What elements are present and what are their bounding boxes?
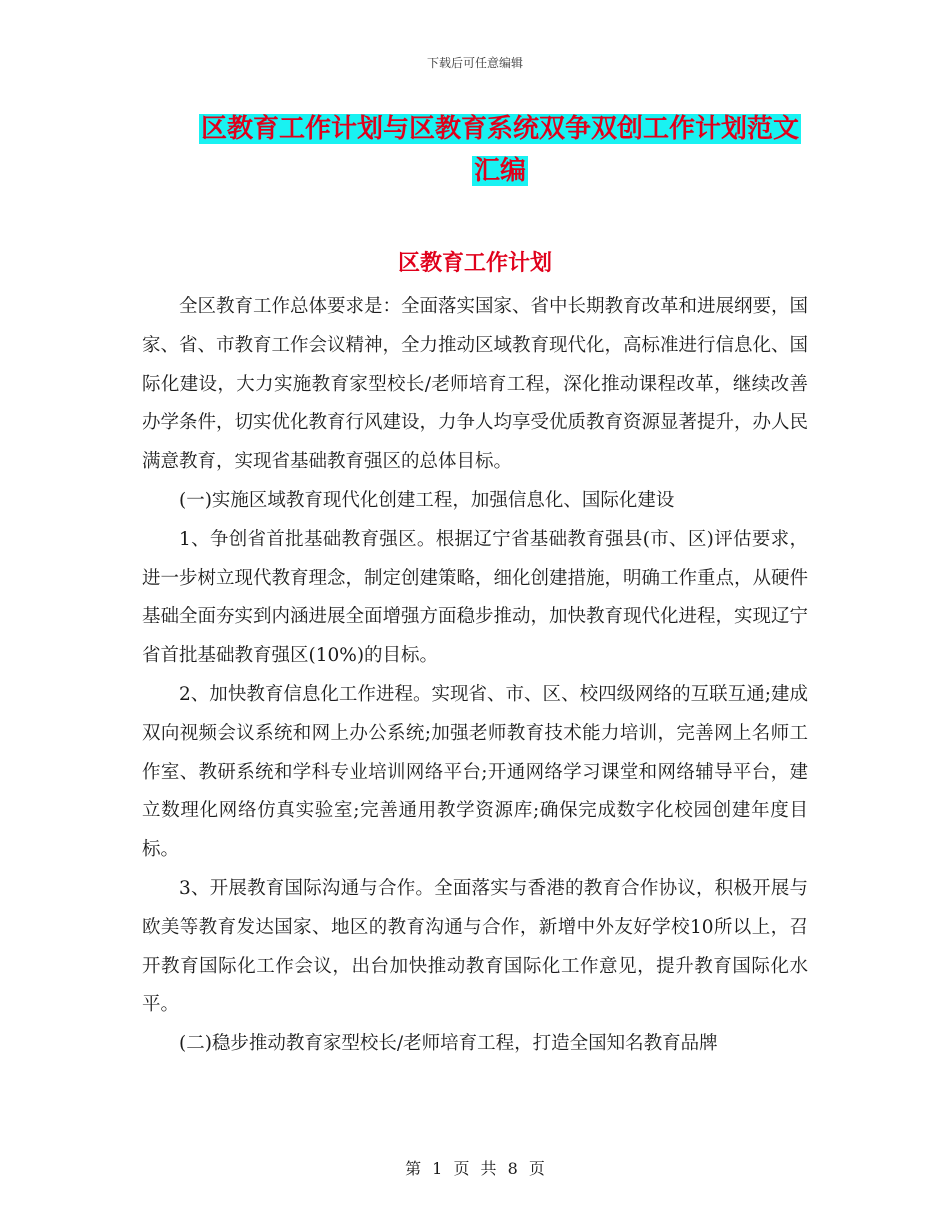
paragraph: 1、争创省首批基础教育强区。根据辽宁省基础教育强县(市、区)评估要求，进一步树立现代教育理念，制定创建策略，细化创建措施，明确工作重点，从硬件基础全面夯实到内涵进展全面增强方面稳步推动，加快教育现代化进程，实现辽宁省首批基础教育强区(10%)的目标。 — [142, 528, 809, 667]
section-title: 区教育工作计划 — [397, 251, 552, 276]
header-note: 下载后可任意编辑 — [426, 56, 523, 70]
paragraph: 2、加快教育信息化工作进程。实现省、市、区、校四级网络的互联互通;建成双向视频会议系统和网上办公系统;加强老师教育技术能力培训，完善网上名师工作室、教研系统和学科专业培训网络平台;开通网络学习课堂和网络辅导平台，建立数理化网络仿真实验室;完善通用教学资源库;确保完成数字化校园创建年度目标。 — [142, 683, 808, 861]
document-title-line-2: 汇编 — [473, 156, 526, 186]
document-body — [142, 288, 808, 1064]
page-footer: 第 1 页 共 8 页 — [405, 1159, 545, 1178]
document-title — [150, 108, 850, 192]
paragraph: 全区教育工作总体要求是：全面落实国家、省中长期教育改革和进展纲要，国家、省、市教育工作会议精神，全力推动区域教育现代化，高标准进行信息化、国际化建设，大力实施教育家型校长/老师培育工程，深化推动课程改革，继续改善办学条件，切实优化教育行风建设，力争人均享受优质教育资源显著提升，办人民满意教育，实现省基础教育强区的总体目标。 — [142, 296, 809, 473]
document-title-line-1: 区教育工作计划与区教育系统双争双创工作计划范文 — [200, 114, 799, 144]
paragraph: 3、开展教育国际沟通与合作。全面落实与香港的教育合作协议，积极开展与欧美等教育发达国家、地区的教育沟通与合作，新增中外友好学校10所以上，召开教育国际化工作会议，出台加快推动教育国际化工作意见，提升教育国际化水平。 — [142, 877, 808, 1016]
paragraph: (一)实施区域教育现代化创建工程，加强信息化、国际化建设 — [179, 489, 675, 511]
paragraph: (二)稳步推动教育家型校长/老师培育工程，打造全国知名教育品牌 — [179, 1033, 718, 1055]
